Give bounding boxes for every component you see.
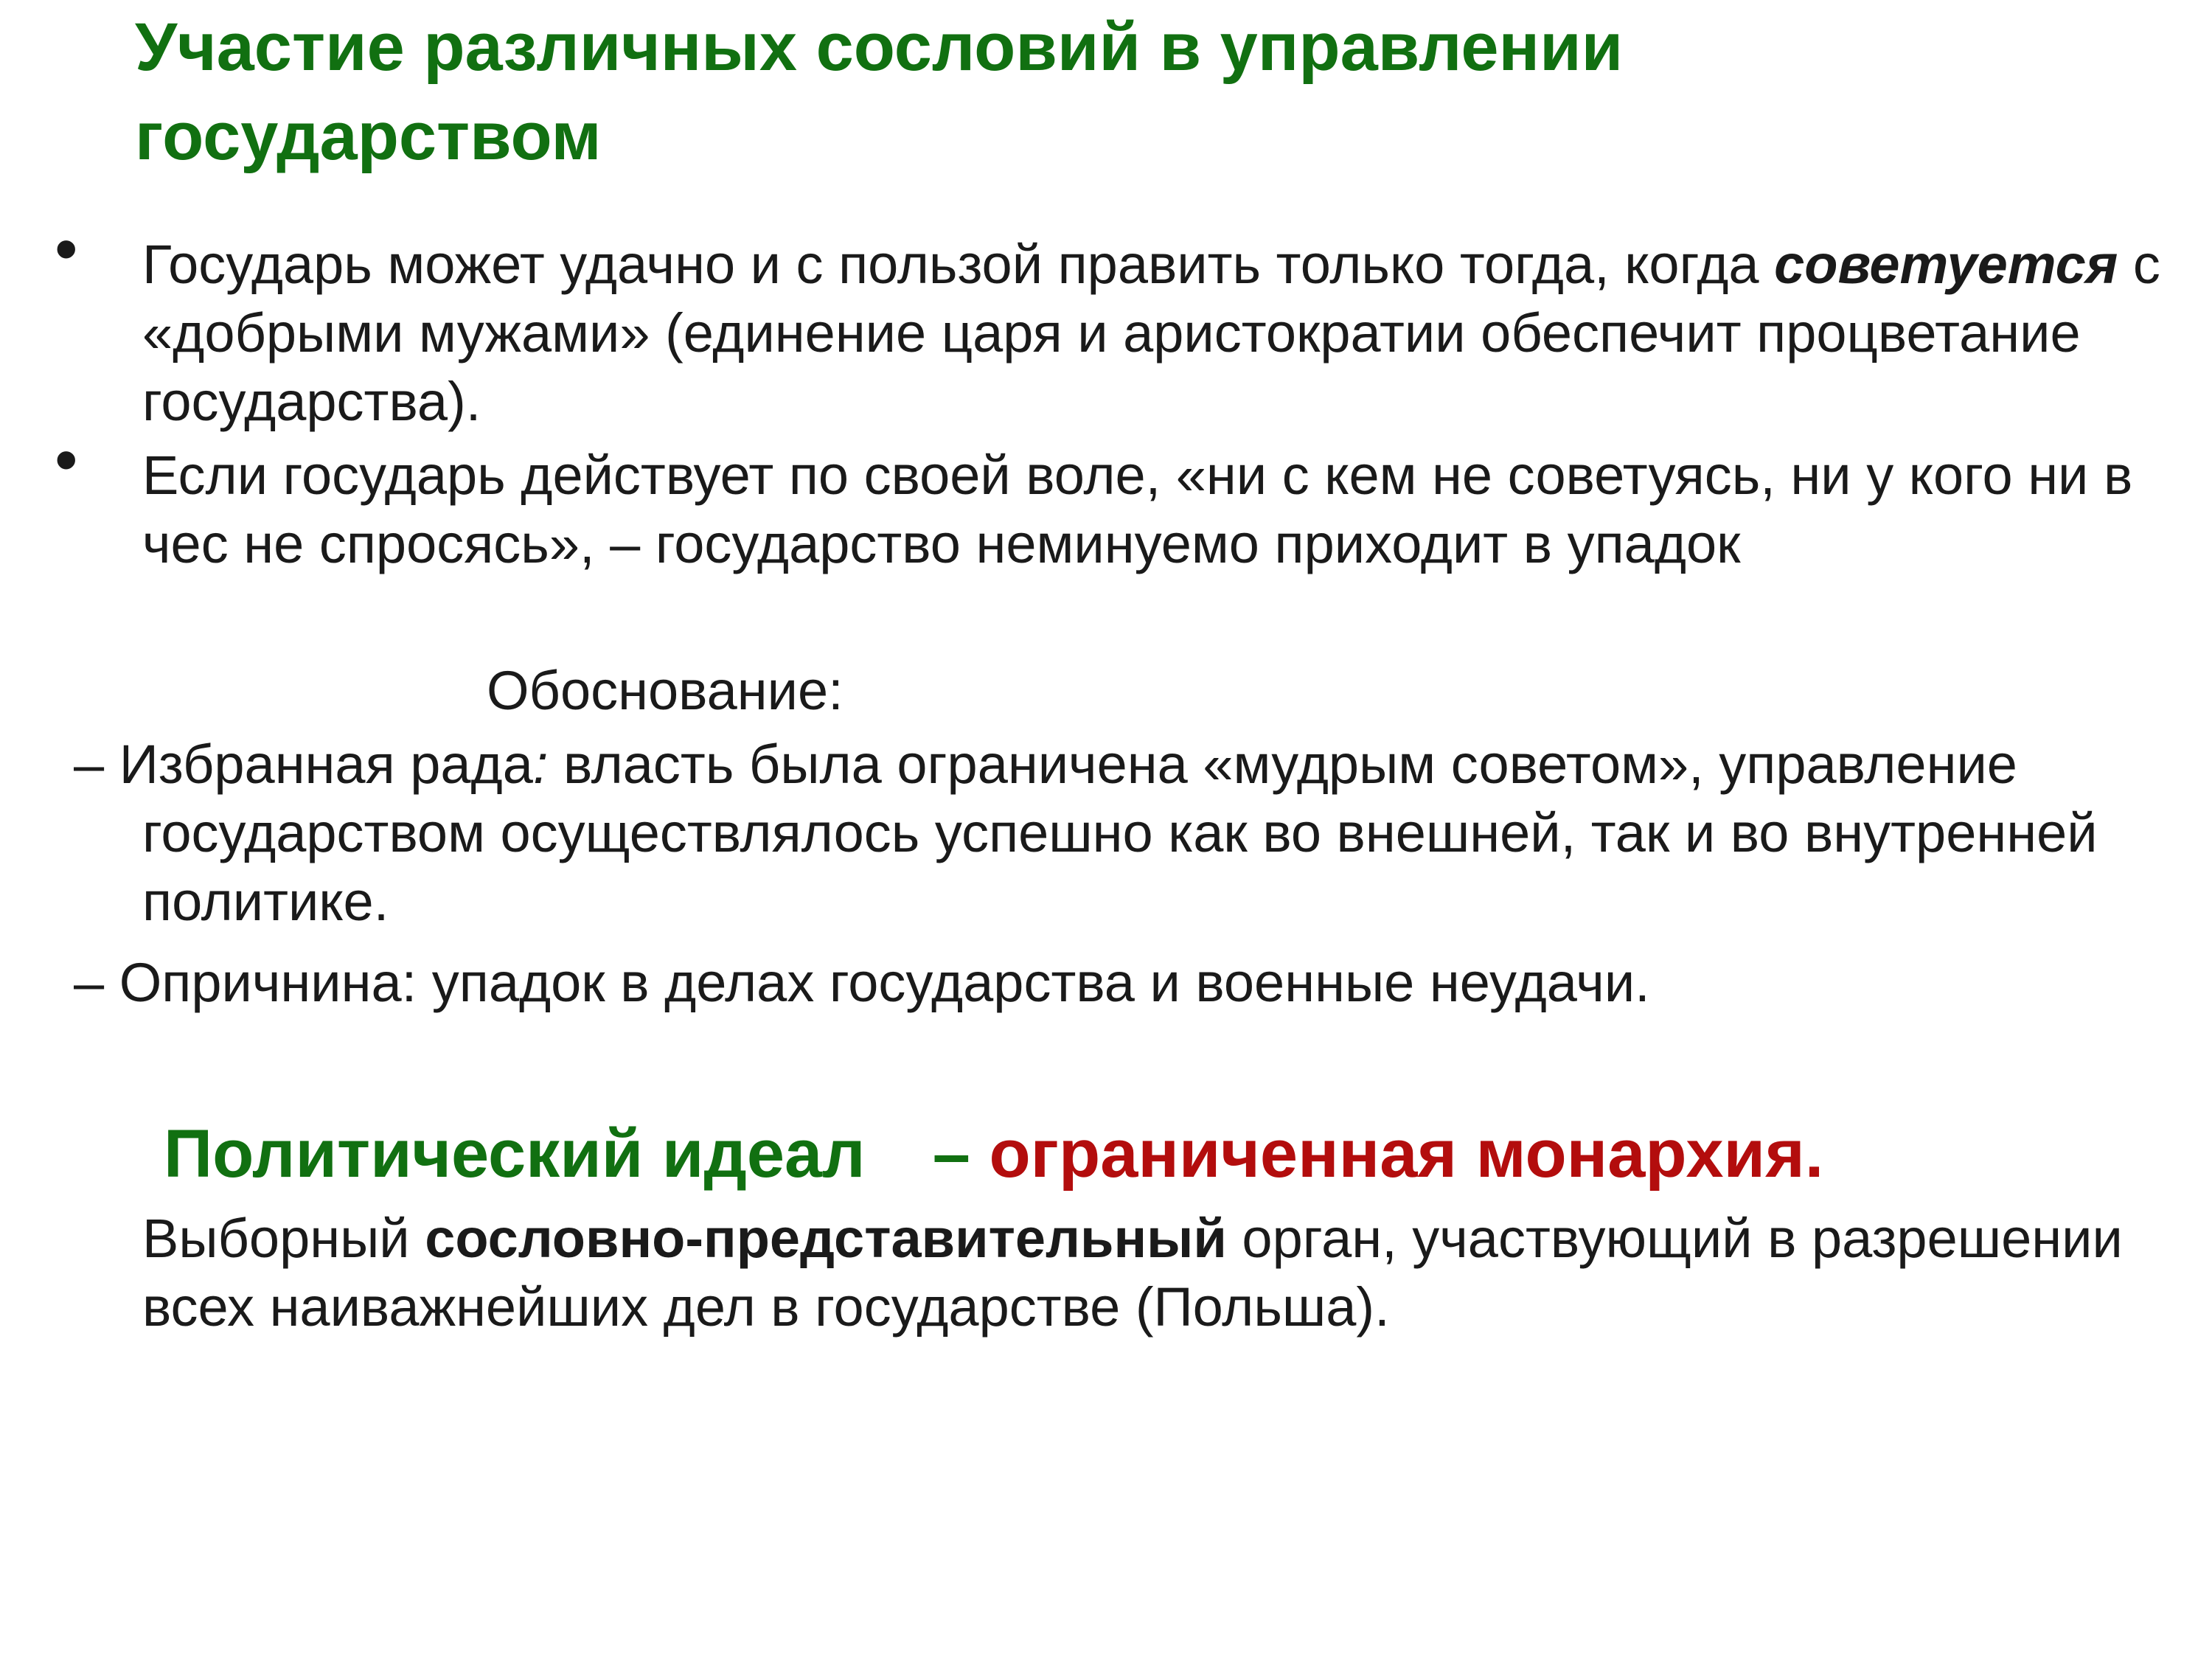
description-text: Выборный xyxy=(142,1208,425,1269)
dash-item xyxy=(0,730,2175,936)
dash-item xyxy=(0,948,2175,1017)
dash-item-colon: : xyxy=(401,952,417,1013)
dash-item-prefix: – Опричнина xyxy=(74,952,402,1013)
bullet-text-part: Государь может удачно и с пользой править только тогда, когда xyxy=(142,234,1775,295)
dash-item-text: власть была ограничена «мудрым советом», управление государством осуществлялось успешно как во внешней, так и во внутренней политике. xyxy=(142,734,2098,932)
bullet-text xyxy=(142,230,2175,436)
bullet-dot: • xyxy=(55,212,78,286)
description-text: орган, участвующий в разрешении всех наиважнейших дел в государстве (Польша). xyxy=(142,1208,2123,1338)
dash-item-prefix: – Избранная рада xyxy=(74,734,533,795)
bullet-dot: • xyxy=(55,423,78,497)
political-ideal xyxy=(164,1110,1823,1198)
bullet-item xyxy=(0,423,2175,578)
bullet-text-part: с «добрыми мужами» (единение царя и аристократии обеспечит процветание государства). xyxy=(142,234,2160,432)
bullet-emphasis: советуется xyxy=(1774,234,2118,295)
dash-item-colon: : xyxy=(532,734,549,795)
ideal-value: ограниченная монархия. xyxy=(989,1116,1824,1192)
ideal-label: Политический идеал xyxy=(164,1116,866,1192)
bullet-item xyxy=(0,212,2175,436)
justification-label: Обоснование: xyxy=(487,660,844,721)
bullet-text: Если государь действует по своей воле, «ни с кем не советуясь, ни у кого ни в чес не спросясь», – государство неминуемо приходит в упадок xyxy=(142,445,2133,574)
description-bold: сословно-представительный xyxy=(425,1208,1227,1269)
dash-item-text: упадок в делах государства и военные неудачи. xyxy=(417,952,1650,1013)
slide-title: Участие различных сословий в управлении государством xyxy=(135,10,1624,175)
ideal-description xyxy=(142,1204,2133,1341)
ideal-separator: – xyxy=(932,1116,970,1192)
